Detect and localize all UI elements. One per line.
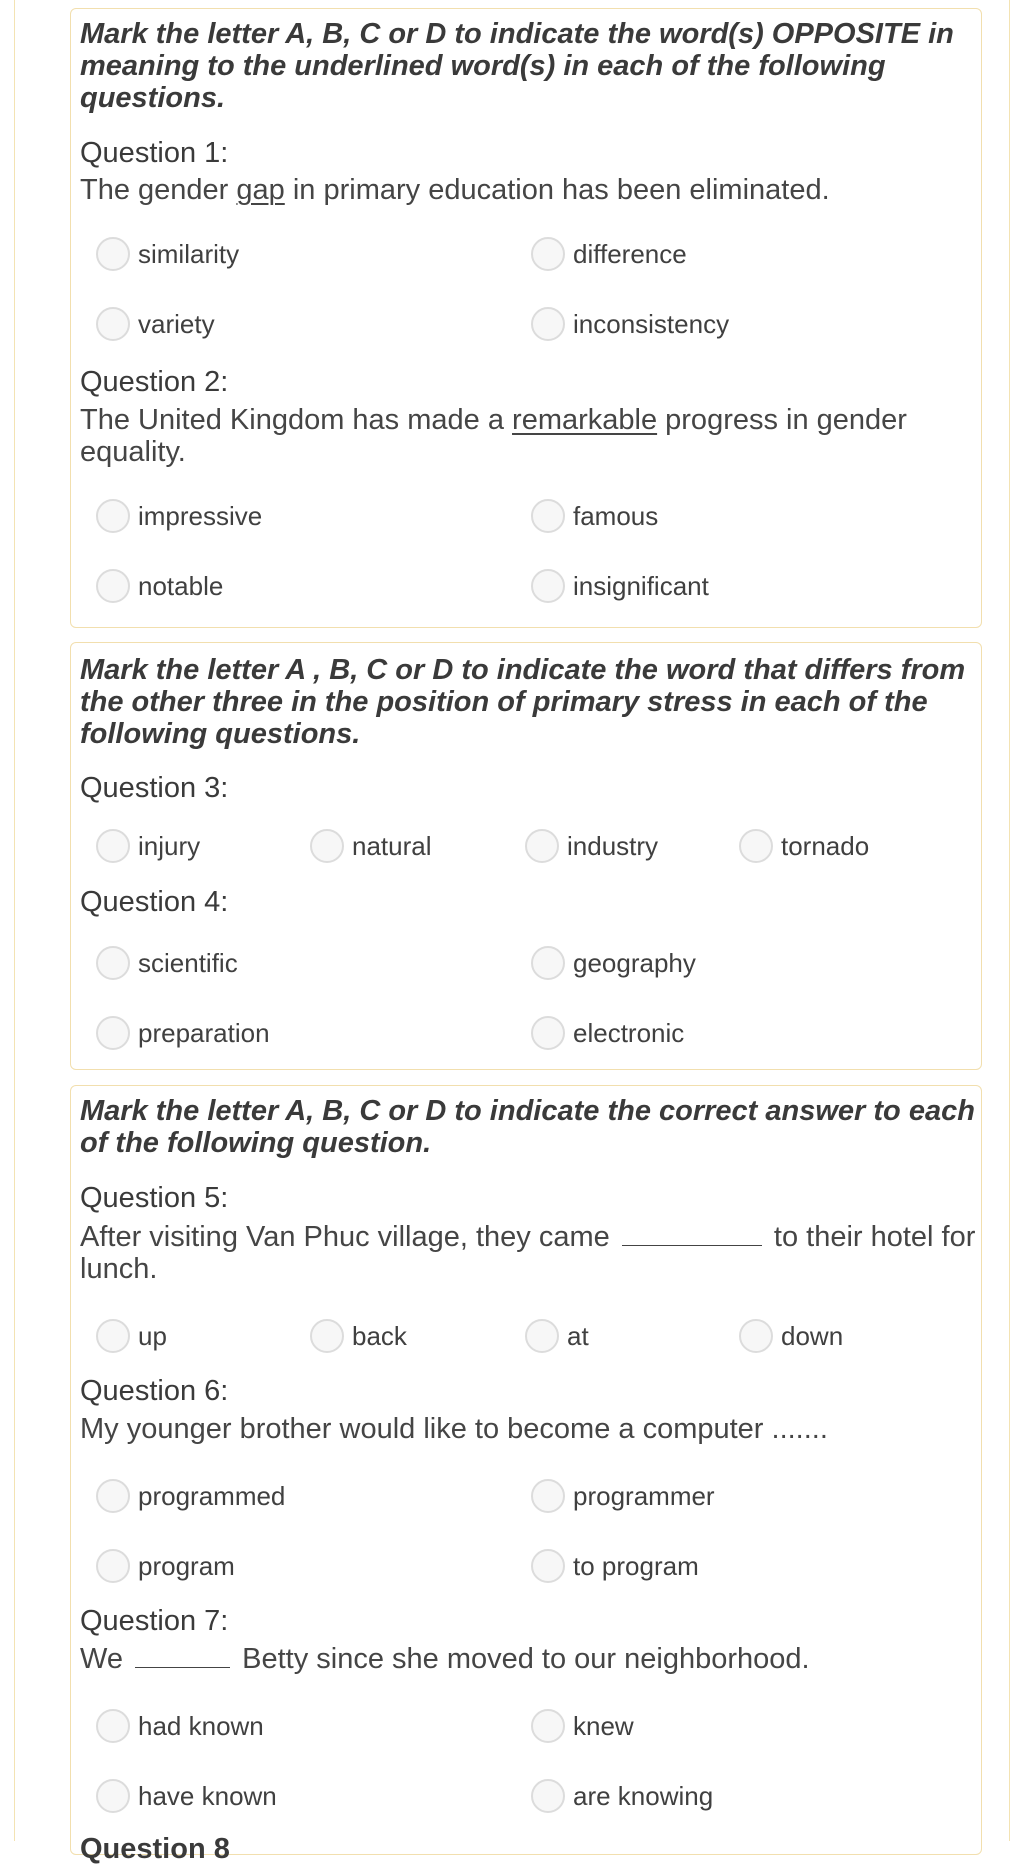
answer-blank [622,1223,762,1246]
radio-button[interactable] [96,946,130,980]
radio-button[interactable] [531,569,565,603]
question-title: Question 6: [80,1375,229,1407]
question-text: We Betty since she moved to our neighborhood. [80,1643,810,1675]
answer-option[interactable]: scientific [96,943,238,983]
question-title: Question 4: [80,886,229,918]
answer-option[interactable]: down [739,1316,843,1356]
radio-button[interactable] [96,1319,130,1353]
question-text: The gender gap in primary education has been eliminated. [80,174,830,206]
radio-button[interactable] [531,1479,565,1513]
radio-button[interactable] [739,1319,773,1353]
answer-option[interactable]: impressive [96,496,262,536]
radio-button[interactable] [531,1016,565,1050]
radio-button[interactable] [531,946,565,980]
radio-button[interactable] [739,829,773,863]
answer-option[interactable]: knew [531,1706,634,1746]
question-text: My younger brother would like to become a computer ....... [80,1413,828,1445]
radio-button[interactable] [96,1016,130,1050]
answer-option[interactable]: up [96,1316,167,1356]
question-title: Question 3: [80,772,229,804]
radio-button[interactable] [96,1479,130,1513]
answer-option[interactable]: program [96,1546,235,1586]
radio-button[interactable] [525,829,559,863]
question-title: Question 1: [80,137,229,169]
underlined-word: remarkable [512,404,658,436]
section-instruction: Mark the letter A , B, C or D to indicate the word that differs from the other three in the position of primary stress in each of the following questions. [80,654,966,750]
radio-button[interactable] [525,1319,559,1353]
answer-option[interactable]: to program [531,1546,699,1586]
answer-option[interactable]: have known [96,1776,277,1816]
radio-button[interactable] [96,499,130,533]
answer-option[interactable]: programmed [96,1476,285,1516]
radio-button[interactable] [96,1549,130,1583]
section-instruction: Mark the letter A, B, C or D to indicate the correct answer to each of the following question. [80,1095,975,1159]
radio-button[interactable] [96,237,130,271]
answer-option[interactable]: geography [531,943,696,983]
radio-button[interactable] [531,1549,565,1583]
question-text: After visiting Van Phuc village, they came to their hotel for lunch. [80,1221,976,1285]
answer-option[interactable]: industry [525,826,658,866]
radio-button[interactable] [531,237,565,271]
answer-blank [135,1645,230,1668]
answer-option[interactable]: at [525,1316,589,1356]
radio-button[interactable] [96,829,130,863]
answer-option[interactable]: tornado [739,826,869,866]
answer-option[interactable]: notable [96,566,223,606]
question-title: Question 5: [80,1182,229,1214]
answer-option[interactable]: preparation [96,1013,270,1053]
question-text: The United Kingdom has made a remarkable progress in gender equality. [80,404,907,468]
radio-button[interactable] [96,1779,130,1813]
radio-button[interactable] [531,1709,565,1743]
answer-option[interactable]: inconsistency [531,304,729,344]
next-question-title: Question 8 [80,1833,230,1865]
left-edge-line [14,0,15,1841]
answer-option[interactable]: insignificant [531,566,709,606]
radio-button[interactable] [96,1709,130,1743]
answer-option[interactable]: similarity [96,234,239,274]
right-edge-line [1009,0,1010,1841]
radio-button[interactable] [96,569,130,603]
radio-button[interactable] [96,307,130,341]
answer-option[interactable]: variety [96,304,215,344]
question-title: Question 7: [80,1605,229,1637]
answer-option[interactable]: electronic [531,1013,684,1053]
answer-option[interactable]: back [310,1316,407,1356]
radio-button[interactable] [531,307,565,341]
answer-option[interactable]: famous [531,496,658,536]
question-title: Question 2: [80,366,229,398]
radio-button[interactable] [531,499,565,533]
radio-button[interactable] [310,1319,344,1353]
radio-button[interactable] [531,1779,565,1813]
section-instruction: Mark the letter A, B, C or D to indicate the word(s) OPPOSITE in meaning to the underlined word(s) in each of the following questions. [80,18,954,114]
answer-option[interactable]: difference [531,234,687,274]
answer-option[interactable]: are knowing [531,1776,713,1816]
answer-option[interactable]: injury [96,826,200,866]
answer-option[interactable]: natural [310,826,432,866]
answer-option[interactable]: had known [96,1706,264,1746]
underlined-word: gap [236,174,285,206]
answer-option[interactable]: programmer [531,1476,715,1516]
radio-button[interactable] [310,829,344,863]
